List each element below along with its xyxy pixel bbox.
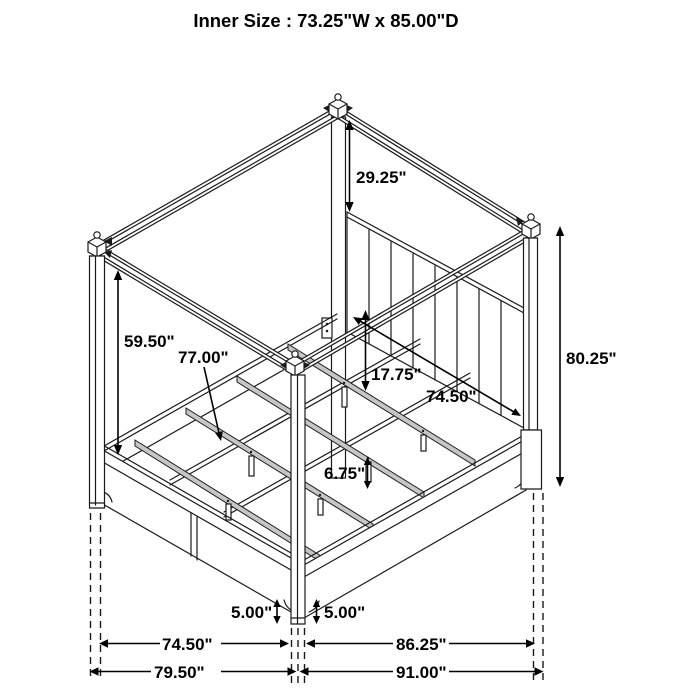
dim-label-5-00-right: 5.00"	[324, 603, 366, 622]
dim-clearance-left	[231, 599, 281, 624]
dim-label-17-75: 17.75"	[371, 365, 422, 384]
right-post	[521, 238, 542, 489]
dim-overall-width	[90, 663, 297, 682]
dim-label-74-50-bottom: 74.50"	[162, 635, 213, 654]
left-post	[90, 256, 105, 508]
dim-overall-height	[556, 226, 617, 487]
dim-label-29-25: 29.25"	[356, 168, 407, 187]
back-post	[322, 117, 346, 478]
dim-label-91-00: 91.00"	[396, 663, 447, 682]
dim-label-6-75: 6.75"	[324, 464, 366, 483]
dim-overall-depth	[300, 663, 544, 682]
dim-label-5-00-left: 5.00"	[231, 603, 273, 622]
front-post	[291, 375, 305, 624]
page-title: Inner Size : 73.25"W x 85.00"D	[193, 10, 459, 31]
dim-label-79-50: 79.50"	[154, 663, 205, 682]
dim-side-depth	[306, 635, 535, 654]
dim-label-80-25: 80.25"	[566, 349, 617, 368]
dim-label-86-25: 86.25"	[396, 635, 447, 654]
dim-label-59-50: 59.50"	[124, 332, 175, 351]
dim-label-77-00: 77.00"	[178, 348, 229, 367]
canopy-corner-left	[88, 232, 112, 258]
dim-label-74-50-diag: 74.50"	[426, 387, 477, 406]
dim-footboard-width	[99, 635, 289, 654]
footboard-drawers	[101, 444, 298, 616]
